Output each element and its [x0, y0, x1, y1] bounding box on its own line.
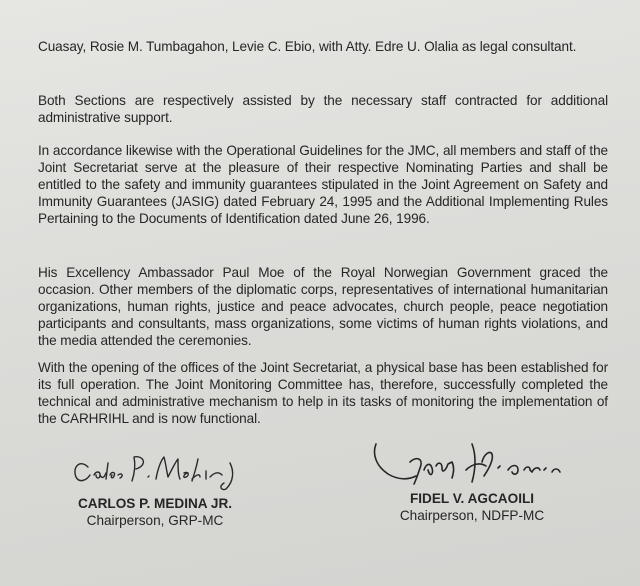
signatory-ndfp	[372, 440, 572, 524]
paragraph-secretariat-opening: With the opening of the offices of the Joint Secretariat, a physical base has been established for its full operation. The Joint Monitoring Committee has, therefore, successfully completed the technical and administrative mechanism to help in its tasks of monitoring the implementation of the CARHRIHL and is now functional.	[38, 359, 608, 426]
signatory-title-agcaoili: Chairperson, NDFP-MC	[399, 508, 545, 523]
paragraph-ceremony-attendees: His Excellency Ambassador Paul Moe of the Royal Norwegian Government graced the occasion. Other members of the diplomatic corps, representatives of international humanitarian organizations, human rights, justice and peace advocates, church people, peace negotiation participants and consultants, mass organizations, some victims of human rights violations, and the media attended the ceremonies.	[38, 264, 608, 348]
paragraph-operational-guidelines: In accordance likewise with the Operational Guidelines for the JMC, all members and staff of the Joint Secretariat serve at the pleasure of their respective Nominating Parties and shall be entitled to the safety and immunity guarantees stipulated in the Joint Agreement on Safety and Immunity Guarantees (JASIG) dated February 24, 1995 and the Additional Implementing Rules Pertaining to the Documents of Identification dated June 26, 1996.	[38, 142, 608, 226]
paragraph-staff-support: Both Sections are respectively assisted by the necessary staff contracted for additional administrative support.	[38, 92, 608, 125]
handwritten-signature-agcaoili	[372, 440, 572, 488]
paragraph-legal-consultant: Cuasay, Rosie M. Tumbagahon, Levie C. Ebio, with Atty. Edre U. Olalia as legal consultant.	[38, 38, 577, 54]
handwritten-signature-medina	[50, 445, 260, 493]
signatory-name-medina: CARLOS P. MEDINA JR.	[77, 496, 233, 511]
signatory-name-agcaoili: FIDEL V. AGCAOILI	[409, 491, 535, 506]
signatory-title-medina: Chairperson, GRP-MC	[86, 513, 224, 528]
signatory-grp	[50, 445, 260, 529]
